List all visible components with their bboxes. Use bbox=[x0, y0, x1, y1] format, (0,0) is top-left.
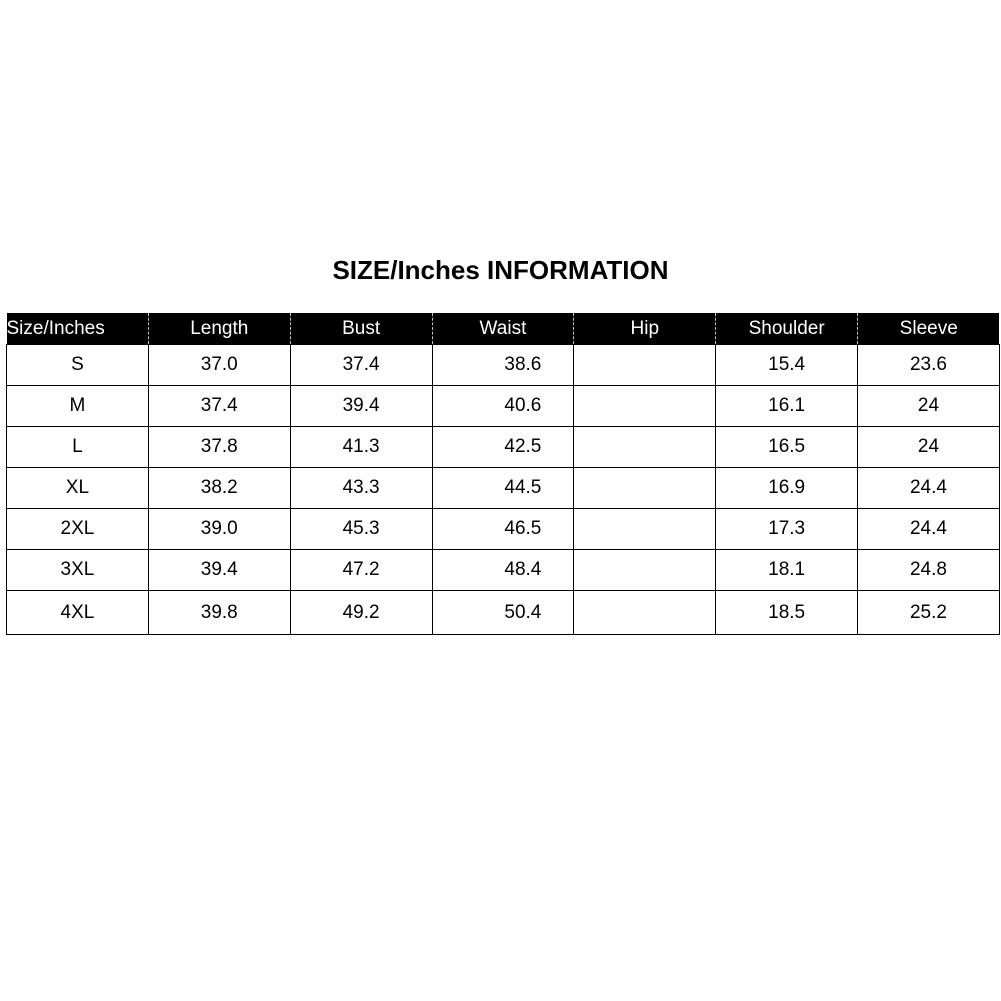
column-header-size: Size/Inches bbox=[7, 313, 149, 345]
cell-hip bbox=[574, 345, 716, 386]
cell-length: 39.0 bbox=[148, 509, 290, 550]
cell-length: 38.2 bbox=[148, 468, 290, 509]
column-header-hip: Hip bbox=[574, 313, 716, 345]
table-row bbox=[7, 386, 1000, 427]
table-body bbox=[7, 345, 1000, 635]
cell-sleeve: 24 bbox=[858, 386, 1000, 427]
table-row bbox=[7, 591, 1000, 635]
column-header-waist: Waist bbox=[432, 313, 574, 345]
cell-length: 39.4 bbox=[148, 550, 290, 591]
cell-hip bbox=[574, 386, 716, 427]
cell-waist: 38.6 bbox=[432, 345, 574, 386]
cell-hip bbox=[574, 591, 716, 635]
cell-shoulder: 16.1 bbox=[716, 386, 858, 427]
cell-hip bbox=[574, 509, 716, 550]
cell-bust: 49.2 bbox=[290, 591, 432, 635]
cell-hip bbox=[574, 427, 716, 468]
cell-size: 3XL bbox=[7, 550, 149, 591]
cell-shoulder: 16.5 bbox=[716, 427, 858, 468]
cell-shoulder: 18.5 bbox=[716, 591, 858, 635]
header-row bbox=[7, 313, 1000, 345]
table-row bbox=[7, 468, 1000, 509]
cell-waist: 40.6 bbox=[432, 386, 574, 427]
cell-size: XL bbox=[7, 468, 149, 509]
cell-shoulder: 15.4 bbox=[716, 345, 858, 386]
cell-waist: 46.5 bbox=[432, 509, 574, 550]
column-header-sleeve: Sleeve bbox=[858, 313, 1000, 345]
table-row bbox=[7, 550, 1000, 591]
cell-waist: 44.5 bbox=[432, 468, 574, 509]
cell-shoulder: 18.1 bbox=[716, 550, 858, 591]
cell-bust: 39.4 bbox=[290, 386, 432, 427]
cell-sleeve: 24.8 bbox=[858, 550, 1000, 591]
cell-waist: 50.4 bbox=[432, 591, 574, 635]
cell-bust: 45.3 bbox=[290, 509, 432, 550]
cell-size: M bbox=[7, 386, 149, 427]
cell-length: 37.4 bbox=[148, 386, 290, 427]
table-header bbox=[7, 313, 1000, 345]
cell-bust: 47.2 bbox=[290, 550, 432, 591]
cell-hip bbox=[574, 468, 716, 509]
cell-length: 39.8 bbox=[148, 591, 290, 635]
column-header-length: Length bbox=[148, 313, 290, 345]
table-row bbox=[7, 345, 1000, 386]
cell-size: L bbox=[7, 427, 149, 468]
cell-sleeve: 24.4 bbox=[858, 509, 1000, 550]
cell-waist: 48.4 bbox=[432, 550, 574, 591]
cell-shoulder: 16.9 bbox=[716, 468, 858, 509]
size-table bbox=[6, 313, 1000, 635]
column-header-bust: Bust bbox=[290, 313, 432, 345]
page-title: SIZE/Inches INFORMATION bbox=[332, 255, 669, 285]
cell-length: 37.0 bbox=[148, 345, 290, 386]
cell-hip bbox=[574, 550, 716, 591]
cell-size: 2XL bbox=[7, 509, 149, 550]
cell-waist: 42.5 bbox=[432, 427, 574, 468]
cell-bust: 37.4 bbox=[290, 345, 432, 386]
cell-bust: 43.3 bbox=[290, 468, 432, 509]
column-header-shoulder: Shoulder bbox=[716, 313, 858, 345]
cell-size: 4XL bbox=[7, 591, 149, 635]
cell-bust: 41.3 bbox=[290, 427, 432, 468]
cell-shoulder: 17.3 bbox=[716, 509, 858, 550]
cell-sleeve: 24 bbox=[858, 427, 1000, 468]
cell-sleeve: 25.2 bbox=[858, 591, 1000, 635]
cell-size: S bbox=[7, 345, 149, 386]
cell-sleeve: 23.6 bbox=[858, 345, 1000, 386]
table-row bbox=[7, 509, 1000, 550]
cell-sleeve: 24.4 bbox=[858, 468, 1000, 509]
table-row bbox=[7, 427, 1000, 468]
cell-length: 37.8 bbox=[148, 427, 290, 468]
